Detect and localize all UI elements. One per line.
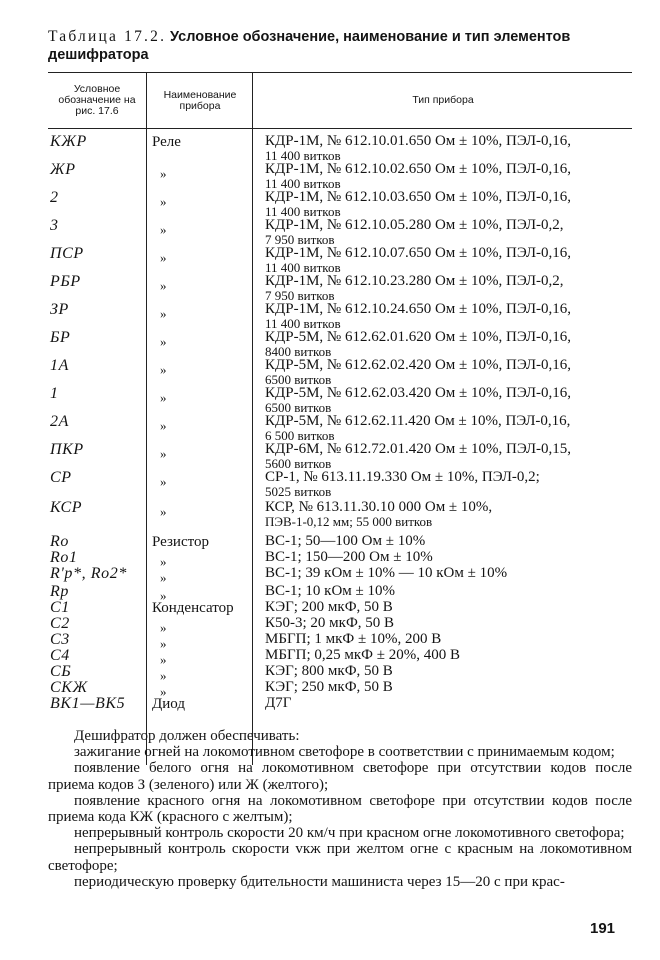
device-type-line: КДР-1М, № 612.10.02.650 Ом ± 10%, ПЭЛ-0,16,: [265, 161, 571, 177]
cell-designation: 1: [50, 385, 59, 402]
cell-device-name: »: [160, 334, 167, 349]
device-type-continuation: 7 950 витков: [265, 288, 335, 303]
cell-device-name: Диод: [152, 696, 185, 712]
device-type-continuation: 11 400 витков: [265, 204, 341, 219]
device-type-line: К50-3; 20 мкФ, 50 В: [265, 615, 395, 631]
cell-designation: Ro1: [50, 549, 78, 566]
device-type-line: ВС-1; 10 кОм ± 10%: [265, 583, 396, 599]
cell-device-name: »: [160, 554, 167, 569]
device-type-line: КСР, № 613.11.30.10 000 Ом ± 10%,: [265, 499, 493, 515]
device-type-continuation: 6 500 витков: [265, 428, 335, 443]
device-type-continuation: 8400 витков: [265, 344, 332, 359]
cell-device-type: [265, 648, 631, 663]
device-type-continuation: 7 950 витков: [265, 232, 335, 247]
cell-device-name: »: [160, 652, 167, 667]
cell-designation: С2: [50, 615, 70, 632]
cell-device-type: [265, 442, 631, 470]
cell-device-type: [265, 534, 631, 549]
device-type-continuation: 6500 витков: [265, 372, 332, 387]
cell-device-type: [265, 500, 631, 528]
table-body: [48, 129, 632, 767]
column-divider-1: [146, 129, 147, 765]
cell-designation: С3: [50, 631, 70, 648]
cell-device-name: »: [160, 504, 167, 519]
cell-device-name: »: [160, 250, 167, 265]
cell-device-name: »: [160, 390, 167, 405]
cell-device-type: [265, 302, 631, 330]
device-type-line: КДР-5М, № 612.62.01.620 Ом ± 10%, ПЭЛ-0,16,: [265, 329, 571, 345]
cell-device-type: [265, 134, 631, 162]
body-paragraph: непрерывный контроль скорости vкж при желтом огне с красным на локомотивном светофоре;: [48, 841, 632, 874]
cell-device-type: [265, 190, 631, 218]
cell-designation: 3: [50, 217, 59, 234]
cell-device-name: Конденсатор: [152, 600, 234, 616]
cell-designation: СКЖ: [50, 679, 88, 696]
device-type-continuation: 5025 витков: [265, 484, 332, 499]
device-type-line: КДР-1М, № 612.10.07.650 Ом ± 10%, ПЭЛ-0,16,: [265, 245, 571, 261]
cell-device-type: [265, 330, 631, 358]
device-type-line: МБГП; 1 мкФ ± 10%, 200 В: [265, 631, 442, 647]
cell-designation: СБ: [50, 663, 72, 680]
cell-designation: ЖР: [50, 161, 76, 178]
cell-designation: КСР: [50, 499, 83, 516]
cell-device-type: [265, 616, 631, 631]
cell-device-type: [265, 274, 631, 302]
cell-device-name: Резистор: [152, 534, 209, 550]
cell-device-name: »: [160, 166, 167, 181]
cell-device-type: [265, 632, 631, 647]
cell-designation: 2: [50, 189, 59, 206]
cell-device-name: »: [160, 362, 167, 377]
body-paragraph: Дешифратор должен обеспечивать:: [74, 728, 300, 744]
cell-device-name: »: [160, 474, 167, 489]
cell-device-type: [265, 246, 631, 274]
cell-device-name: »: [160, 306, 167, 321]
device-type-line: ВС-1; 150—200 Ом ± 10%: [265, 549, 433, 565]
cell-device-name: »: [160, 636, 167, 651]
cell-designation: ПКР: [50, 441, 84, 458]
device-type-line: КЭГ; 250 мкФ, 50 В: [265, 679, 393, 695]
header-device-name: Наименование прибора: [146, 73, 253, 128]
elements-table: [48, 72, 632, 767]
device-type-line: КДР-6М, № 612.72.01.420 Ом ± 10%, ПЭЛ-0,15,: [265, 441, 571, 457]
device-type-continuation: 11 400 витков: [265, 148, 341, 163]
cell-device-type: [265, 358, 631, 386]
cell-device-name: »: [160, 194, 167, 209]
cell-designation: 1А: [50, 357, 69, 374]
device-type-line: СР-1, № 613.11.19.330 Ом ± 10%, ПЭЛ-0,2;: [265, 469, 540, 485]
body-paragraph: периодическую проверку бдительности машиниста через 15—20 с при крас-: [74, 873, 565, 890]
cell-device-type: [265, 218, 631, 246]
cell-device-type: [265, 696, 631, 711]
cell-designation: БР: [50, 329, 71, 346]
device-type-continuation: 6500 витков: [265, 400, 332, 415]
body-text: [48, 728, 632, 890]
device-type-line: КДР-5М, № 612.62.03.420 Ом ± 10%, ПЭЛ-0,16,: [265, 385, 571, 401]
device-type-line: Д7Г: [265, 695, 292, 711]
page-number: 191: [590, 920, 616, 937]
cell-device-name: »: [160, 588, 167, 603]
body-paragraph: непрерывный контроль скорости 20 км/ч при красном огне локомотивного светофора;: [74, 825, 625, 842]
cell-device-name: »: [160, 684, 167, 699]
caption-lead: Таблица 17.2.: [48, 28, 167, 45]
device-type-line: КЭГ; 200 мкФ, 50 В: [265, 599, 393, 615]
body-paragraph: появление красного огня на локомотивном светофоре при отсутствии кодов после приема кода КЖ (красного с желтым);: [48, 792, 632, 826]
cell-designation: ВК1—ВК5: [50, 695, 126, 712]
cell-device-type: [265, 600, 631, 615]
cell-device-type: [265, 680, 631, 695]
device-type-line: КЭГ; 800 мкФ, 50 В: [265, 663, 393, 679]
cell-device-name: »: [160, 418, 167, 433]
device-type-line: КДР-1М, № 612.10.01.650 Ом ± 10%, ПЭЛ-0,16,: [265, 133, 571, 149]
device-type-continuation: ПЭВ-1-0,12 мм; 55 000 витков: [265, 514, 433, 529]
body-paragraph: появление белого огня на локомотивном светофоре при отсутствии кодов после приема кодов З (зеленого) или Ж (желтого);: [48, 760, 632, 793]
cell-device-name: Реле: [152, 134, 181, 150]
cell-device-type: [265, 550, 631, 565]
cell-device-name: »: [160, 668, 167, 683]
cell-designation: СР: [50, 469, 72, 486]
cell-designation: R'р*, Ro2*: [50, 565, 127, 582]
cell-designation: С1: [50, 599, 70, 616]
header-device-type: Тип прибора: [252, 73, 633, 128]
device-type-line: МБГП; 0,25 мкФ ± 20%, 400 В: [265, 647, 460, 663]
cell-device-type: [265, 566, 631, 581]
cell-designation: ПСР: [50, 245, 84, 262]
cell-device-type: [265, 584, 631, 599]
cell-device-name: »: [160, 446, 167, 461]
cell-designation: РБР: [50, 273, 81, 290]
cell-designation: ЗР: [50, 301, 69, 318]
table-caption: [48, 28, 628, 64]
header-designation: Условное обозначение на рис. 17.6: [58, 83, 136, 117]
cell-device-name: »: [160, 222, 167, 237]
table-header: [48, 73, 632, 129]
cell-device-type: [265, 470, 631, 498]
device-type-line: КДР-5М, № 612.62.02.420 Ом ± 10%, ПЭЛ-0,16,: [265, 357, 571, 373]
device-type-line: КДР-5М, № 612.62.11.420 Ом ± 10%, ПЭЛ-0,16,: [265, 413, 571, 429]
device-type-continuation: 11 400 витков: [265, 316, 341, 331]
cell-device-type: [265, 664, 631, 679]
cell-designation: КЖР: [50, 133, 87, 150]
device-type-line: КДР-1М, № 612.10.23.280 Ом ± 10%, ПЭЛ-0,2,: [265, 273, 564, 289]
cell-designation: 2А: [50, 413, 69, 430]
cell-device-name: »: [160, 278, 167, 293]
device-type-line: КДР-1М, № 612.10.05.280 Ом ± 10%, ПЭЛ-0,2,: [265, 217, 564, 233]
cell-device-type: [265, 162, 631, 190]
caption-title: Условное обозначение, наименование и тип элементов дешифратора: [48, 29, 571, 63]
device-type-line: КДР-1М, № 612.10.03.650 Ом ± 10%, ПЭЛ-0,16,: [265, 189, 571, 205]
cell-device-type: [265, 414, 631, 442]
device-type-continuation: 11 400 витков: [265, 260, 341, 275]
device-type-line: ВС-1; 39 кОм ± 10% — 10 кОм ± 10%: [265, 565, 508, 581]
cell-designation: С4: [50, 647, 70, 664]
cell-device-type: [265, 386, 631, 414]
cell-designation: Rр: [50, 583, 69, 600]
device-type-line: ВС-1; 50—100 Ом ± 10%: [265, 533, 426, 549]
device-type-continuation: 11 400 витков: [265, 176, 341, 191]
cell-device-name: »: [160, 620, 167, 635]
device-type-continuation: 5600 витков: [265, 456, 332, 471]
body-paragraph: зажигание огней на локомотивном светофоре в соответствии с принимаемым кодом;: [74, 744, 615, 761]
device-type-line: КДР-1М, № 612.10.24.650 Ом ± 10%, ПЭЛ-0,16,: [265, 301, 571, 317]
cell-designation: Ro: [50, 533, 69, 550]
cell-device-name: »: [160, 570, 167, 585]
